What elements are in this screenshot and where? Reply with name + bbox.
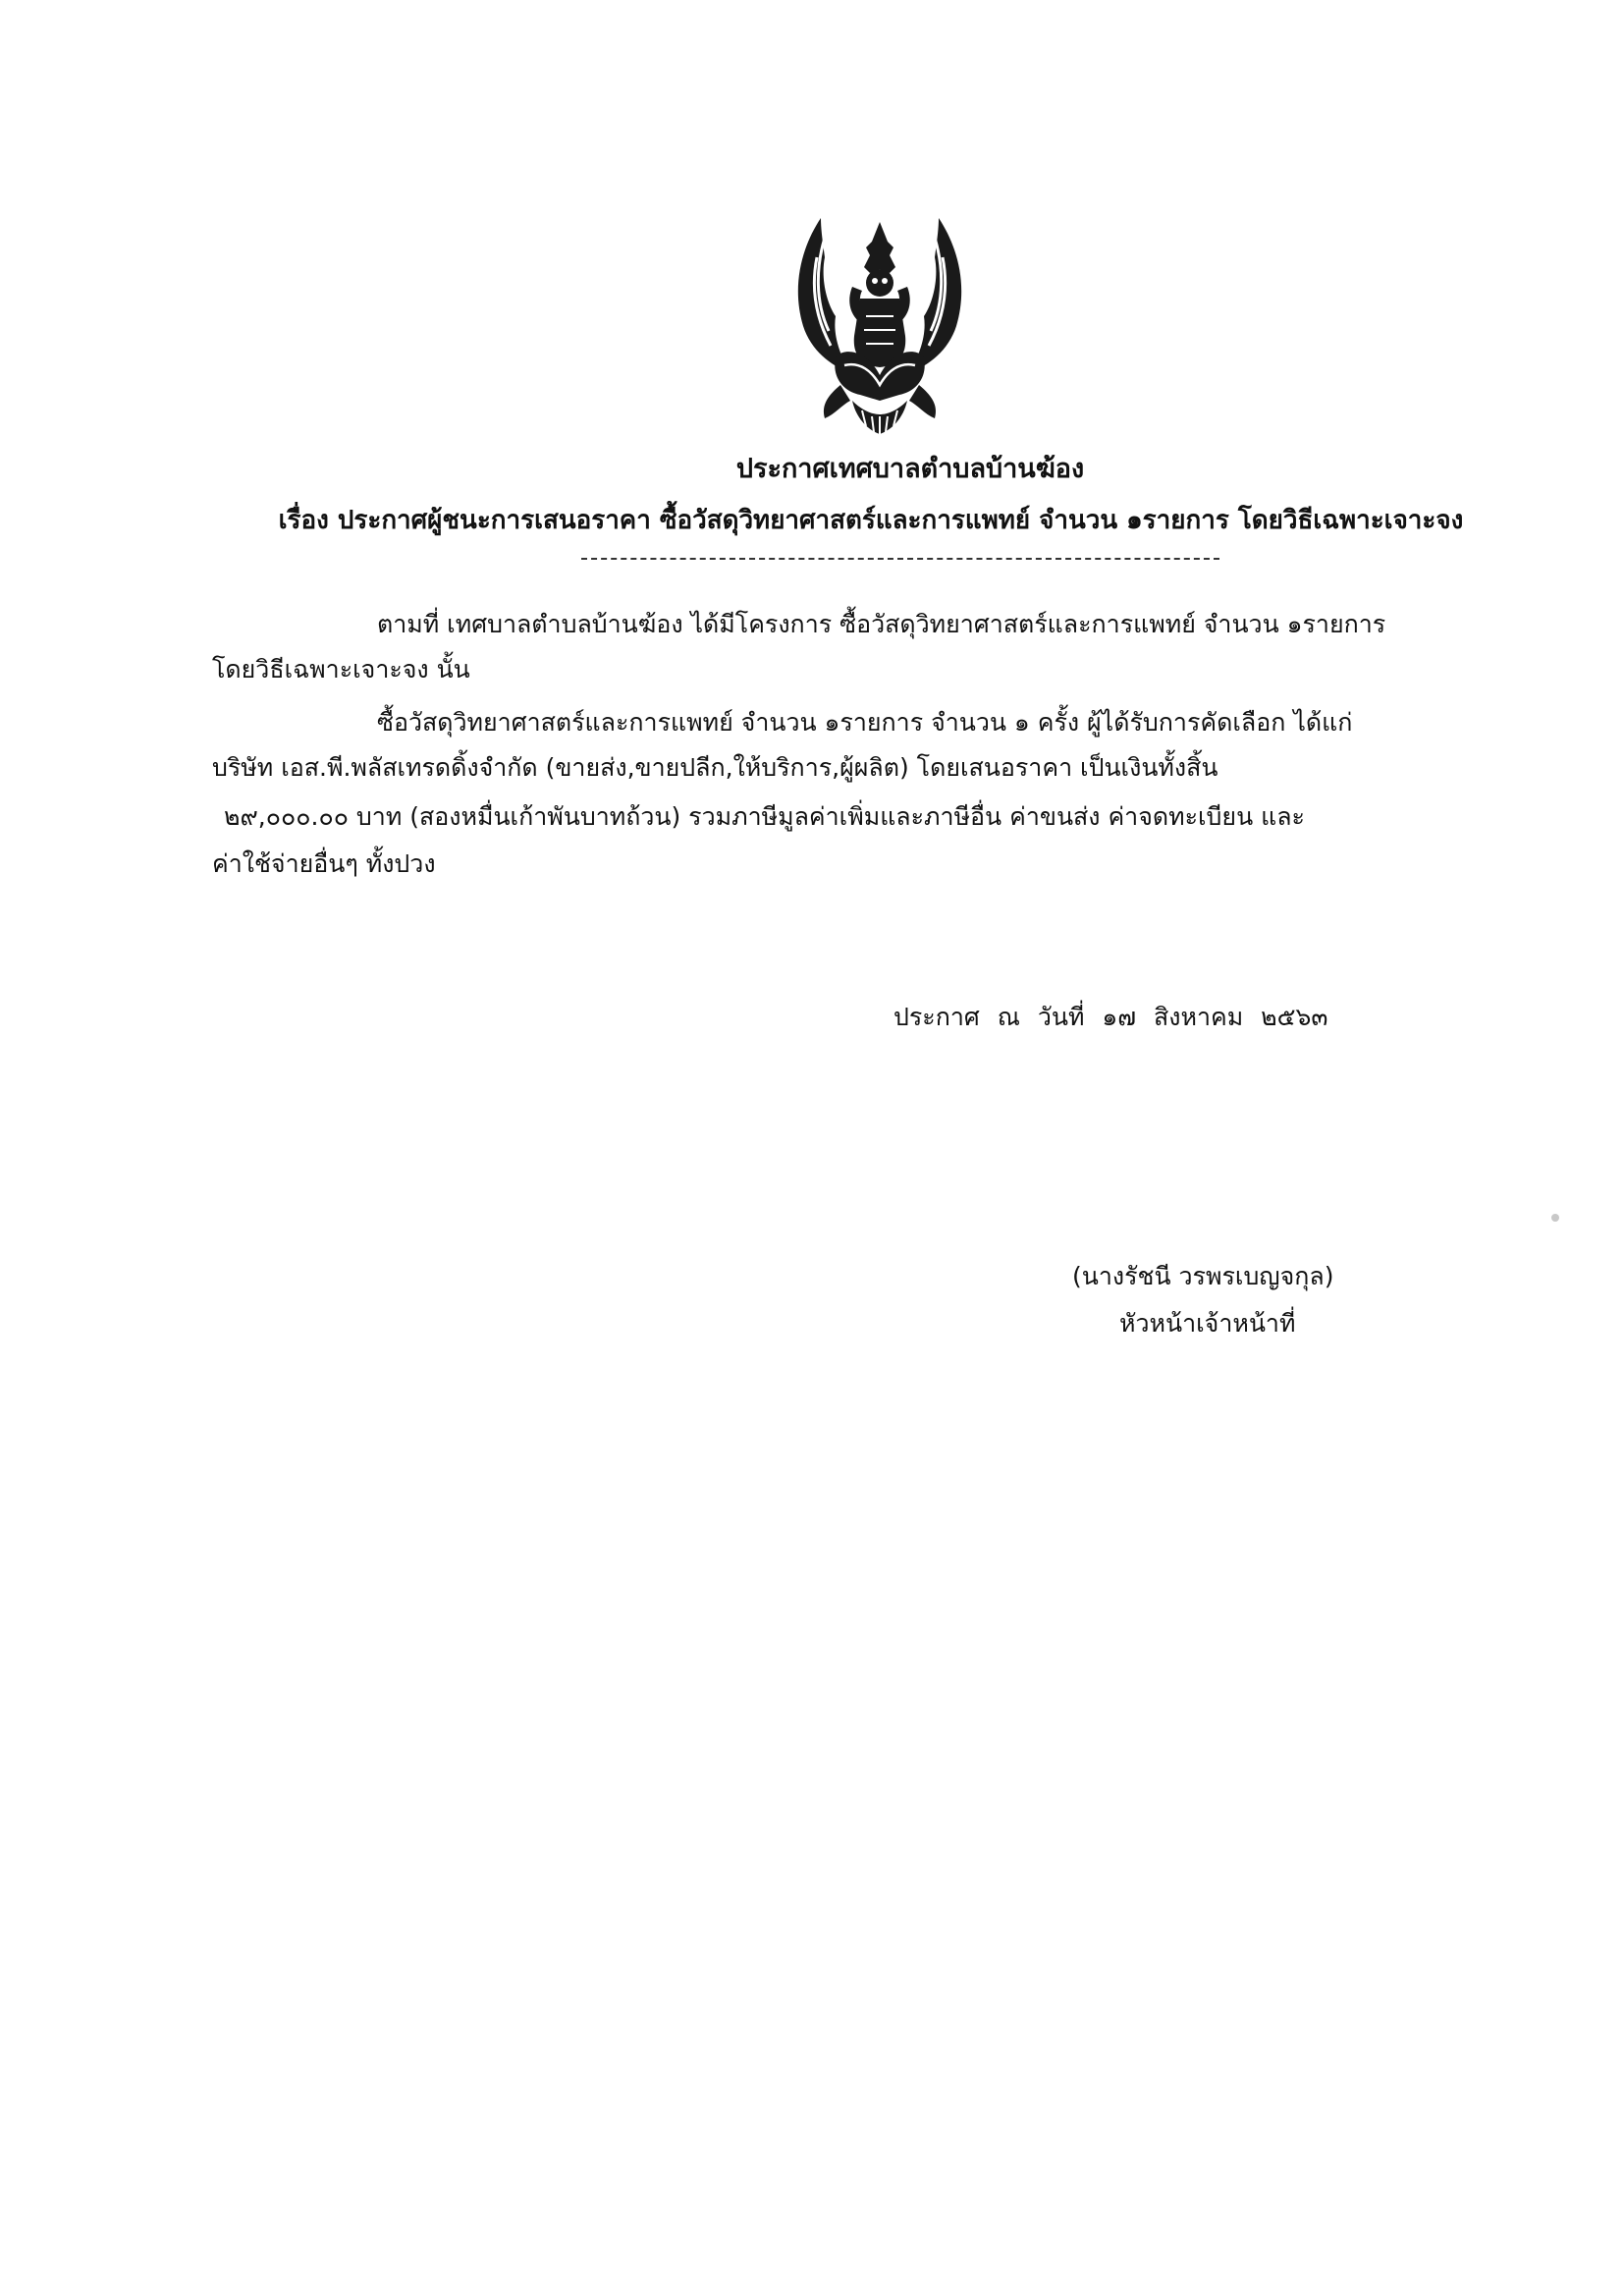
paragraph-2-line-3: ๒๙,๐๐๐.๐๐ บาท (สองหมื่นเก้าพันบาทถ้วน) รวมภาษีมูลค่าเพิ่มและภาษีอื่น ค่าขนส่ง ค่าจดทะเบียน และ [224, 802, 1305, 831]
announcement-date: ประกาศ ณ วันที่ ๑๗ สิงหาคม ๒๕๖๓ [893, 1003, 1328, 1031]
signatory-name: (นางรัชนี วรพรเบญจกุล) [1072, 1262, 1334, 1290]
paragraph-2-line-1: ซื้อวัสดุวิทยาศาสตร์และการแพทย์ จำนวน ๑รายการ จำนวน ๑ ครั้ง ผู้ได้รับการคัดเลือก ได้แก่ [377, 708, 1353, 737]
document-subject: เรื่อง ประกาศผู้ชนะการเสนอราคา ซื้อวัสดุวิทยาศาสตร์และการแพทย์ จำนวน ๑รายการ โดยวิธีเฉพาะเจาะจง [278, 506, 1464, 535]
scan-speck [1551, 1214, 1559, 1222]
document-title: ประกาศเทศบาลตำบลบ้านฆ้อง [735, 454, 1085, 484]
paragraph-1-line-1: ตามที่ เทศบาลตำบลบ้านฆ้อง ได้มีโครงการ ซื้อวัสดุวิทยาศาสตร์และการแพทย์ จำนวน ๑รายการ [377, 610, 1386, 638]
divider [581, 558, 1219, 560]
paragraph-2-line-2: บริษัท เอส.พี.พลัสเทรดดิ้งจำกัด (ขายส่ง,ขายปลีก,ให้บริการ,ผู้ผลิต) โดยเสนอราคา เป็นเงินทั้งสิ้น [212, 753, 1218, 782]
paragraph-2-line-4: ค่าใช้จ่ายอื่นๆ ทั้งปวง [212, 849, 436, 878]
garuda-emblem-icon [782, 208, 978, 444]
signatory-position: หัวหน้าเจ้าหน้าที่ [1119, 1309, 1296, 1338]
paragraph-1-line-2: โดยวิธีเฉพาะเจาะจง นั้น [212, 655, 470, 683]
